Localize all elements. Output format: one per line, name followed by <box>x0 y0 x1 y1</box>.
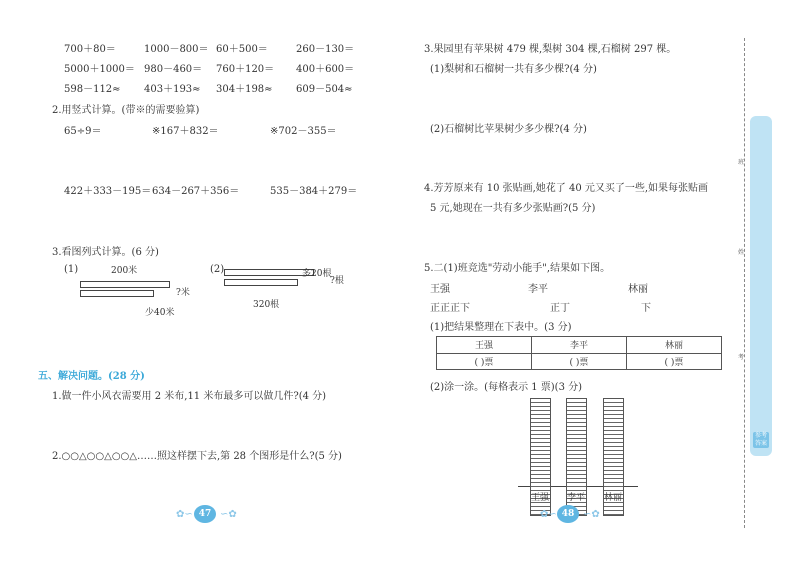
sidebar-tab <box>750 116 772 456</box>
table-cell-linli[interactable]: ( )票 <box>627 353 722 370</box>
binding-mark-name: 姓 <box>738 249 745 256</box>
table-header-liping: 李平 <box>532 337 627 354</box>
table-header-wangqiang: 王强 <box>437 337 532 354</box>
calc-r1c4: 260－130＝ <box>296 44 355 55</box>
ornament-left-icon: ✿∽ <box>176 509 193 520</box>
fig2-bottom-label: 320根 <box>253 300 280 310</box>
calc-r2c4: 400＋600＝ <box>296 64 355 75</box>
calc-r3c1: 598－112≈ <box>64 84 121 95</box>
fig1-bar-top <box>80 281 170 288</box>
q2-item-4: 422＋333－195＝ <box>64 186 152 197</box>
calc-r2c2: 980－460＝ <box>144 64 203 75</box>
name-liping: 李平 <box>528 284 548 295</box>
tally-linli: 下 <box>641 303 651 314</box>
fig2-small-label: 多20根 <box>302 269 332 279</box>
table-cell-wangqiang[interactable]: ( )票 <box>437 353 532 370</box>
fig2-bar-bottom <box>224 279 298 286</box>
calc-r3c4: 609－504≈ <box>296 84 353 95</box>
calc-r3c3: 304＋198≈ <box>216 84 273 95</box>
section5-heading: 五、解决问题。(28 分) <box>38 371 145 382</box>
problem-3-2: (2)石榴树比苹果树少多少棵?(4 分) <box>430 124 587 135</box>
fig1-bottom-label: 少40米 <box>145 308 175 318</box>
problem-3-1: (1)梨树和石榴树一共有多少棵?(4 分) <box>430 64 597 75</box>
calc-r2c3: 760＋120＝ <box>216 64 275 75</box>
tally-wangqiang: 正正正下 <box>430 303 470 314</box>
chart-label-wangqiang: 王强 <box>531 493 550 503</box>
q2-item-3: ※702－355＝ <box>270 126 337 137</box>
fig2-label: (2) <box>210 264 225 275</box>
name-linli: 林丽 <box>628 284 648 295</box>
calc-r1c2: 1000－800＝ <box>144 44 209 55</box>
chart-label-liping: 李平 <box>567 493 586 503</box>
fig2-side-label: ?根 <box>330 276 344 286</box>
problem-5-2: (2)涂一涂。(每格表示 1 票)(3 分) <box>430 382 583 393</box>
vote-table <box>436 336 722 370</box>
tally-liping: 正丁 <box>550 303 570 314</box>
fig1-bar-bottom <box>80 290 154 297</box>
calc-r1c1: 700＋80＝ <box>64 44 116 55</box>
q2-item-1: 65÷9＝ <box>64 126 102 137</box>
page-number-left: 47 <box>194 505 216 523</box>
fig2-bar-top <box>224 269 314 276</box>
table-header-linli: 林丽 <box>627 337 722 354</box>
problem-5: 5.二(1)班竞选"劳动小能手",结果如下图。 <box>424 263 611 274</box>
problem-2: 2.○○△○○△○○△……照这样摆下去,第 28 个图形是什么?(5 分) <box>52 451 342 462</box>
q2-item-2: ※167＋832＝ <box>152 126 219 137</box>
chart-label-linli: 林丽 <box>604 493 623 503</box>
ornament-right-icon-2: ∽✿ <box>583 509 600 520</box>
binding-dashed-line <box>744 38 745 528</box>
problem-4-line2: 5 元,她现在一共有多少张贴画?(5 分) <box>430 203 596 214</box>
binding-mark-exam: 考 <box>738 354 745 361</box>
table-cell-liping[interactable]: ( )票 <box>532 353 627 370</box>
problem-5-1: (1)把结果整理在下表中。(3 分) <box>430 322 572 333</box>
answer-badge[interactable]: 参考答案 <box>754 432 767 447</box>
calc-r3c2: 403＋193≈ <box>144 84 201 95</box>
ornament-right-icon: ∽✿ <box>220 509 237 520</box>
fig1-top-label: 200米 <box>111 266 138 276</box>
fig1-label: (1) <box>64 264 79 275</box>
ornament-left-icon-2: ✿∽ <box>540 509 557 520</box>
problem-3: 3.果园里有苹果树 479 棵,梨树 304 棵,石榴树 297 棵。 <box>424 44 677 55</box>
page-number-right: 48 <box>557 505 579 523</box>
fig1-side-label: ?米 <box>176 288 190 298</box>
problem-1: 1.做一件小风衣需要用 2 米布,11 米布最多可以做几件?(4 分) <box>52 391 327 402</box>
binding-mark-class: 班 <box>738 159 745 166</box>
problem-4-line1: 4.芳芳原来有 10 张贴画,她花了 40 元又买了一些,如果每张贴画 <box>424 183 709 194</box>
calc-r2c1: 5000＋1000＝ <box>64 64 135 75</box>
q2-item-6: 535－384＋279＝ <box>270 186 358 197</box>
q2-item-5: 634－267＋356＝ <box>152 186 240 197</box>
calc-r1c3: 60＋500＝ <box>216 44 268 55</box>
name-wangqiang: 王强 <box>430 284 450 295</box>
q2-title: 2.用竖式计算。(带※的需要验算) <box>52 105 200 116</box>
q3-title: 3.看图列式计算。(6 分) <box>52 247 159 258</box>
